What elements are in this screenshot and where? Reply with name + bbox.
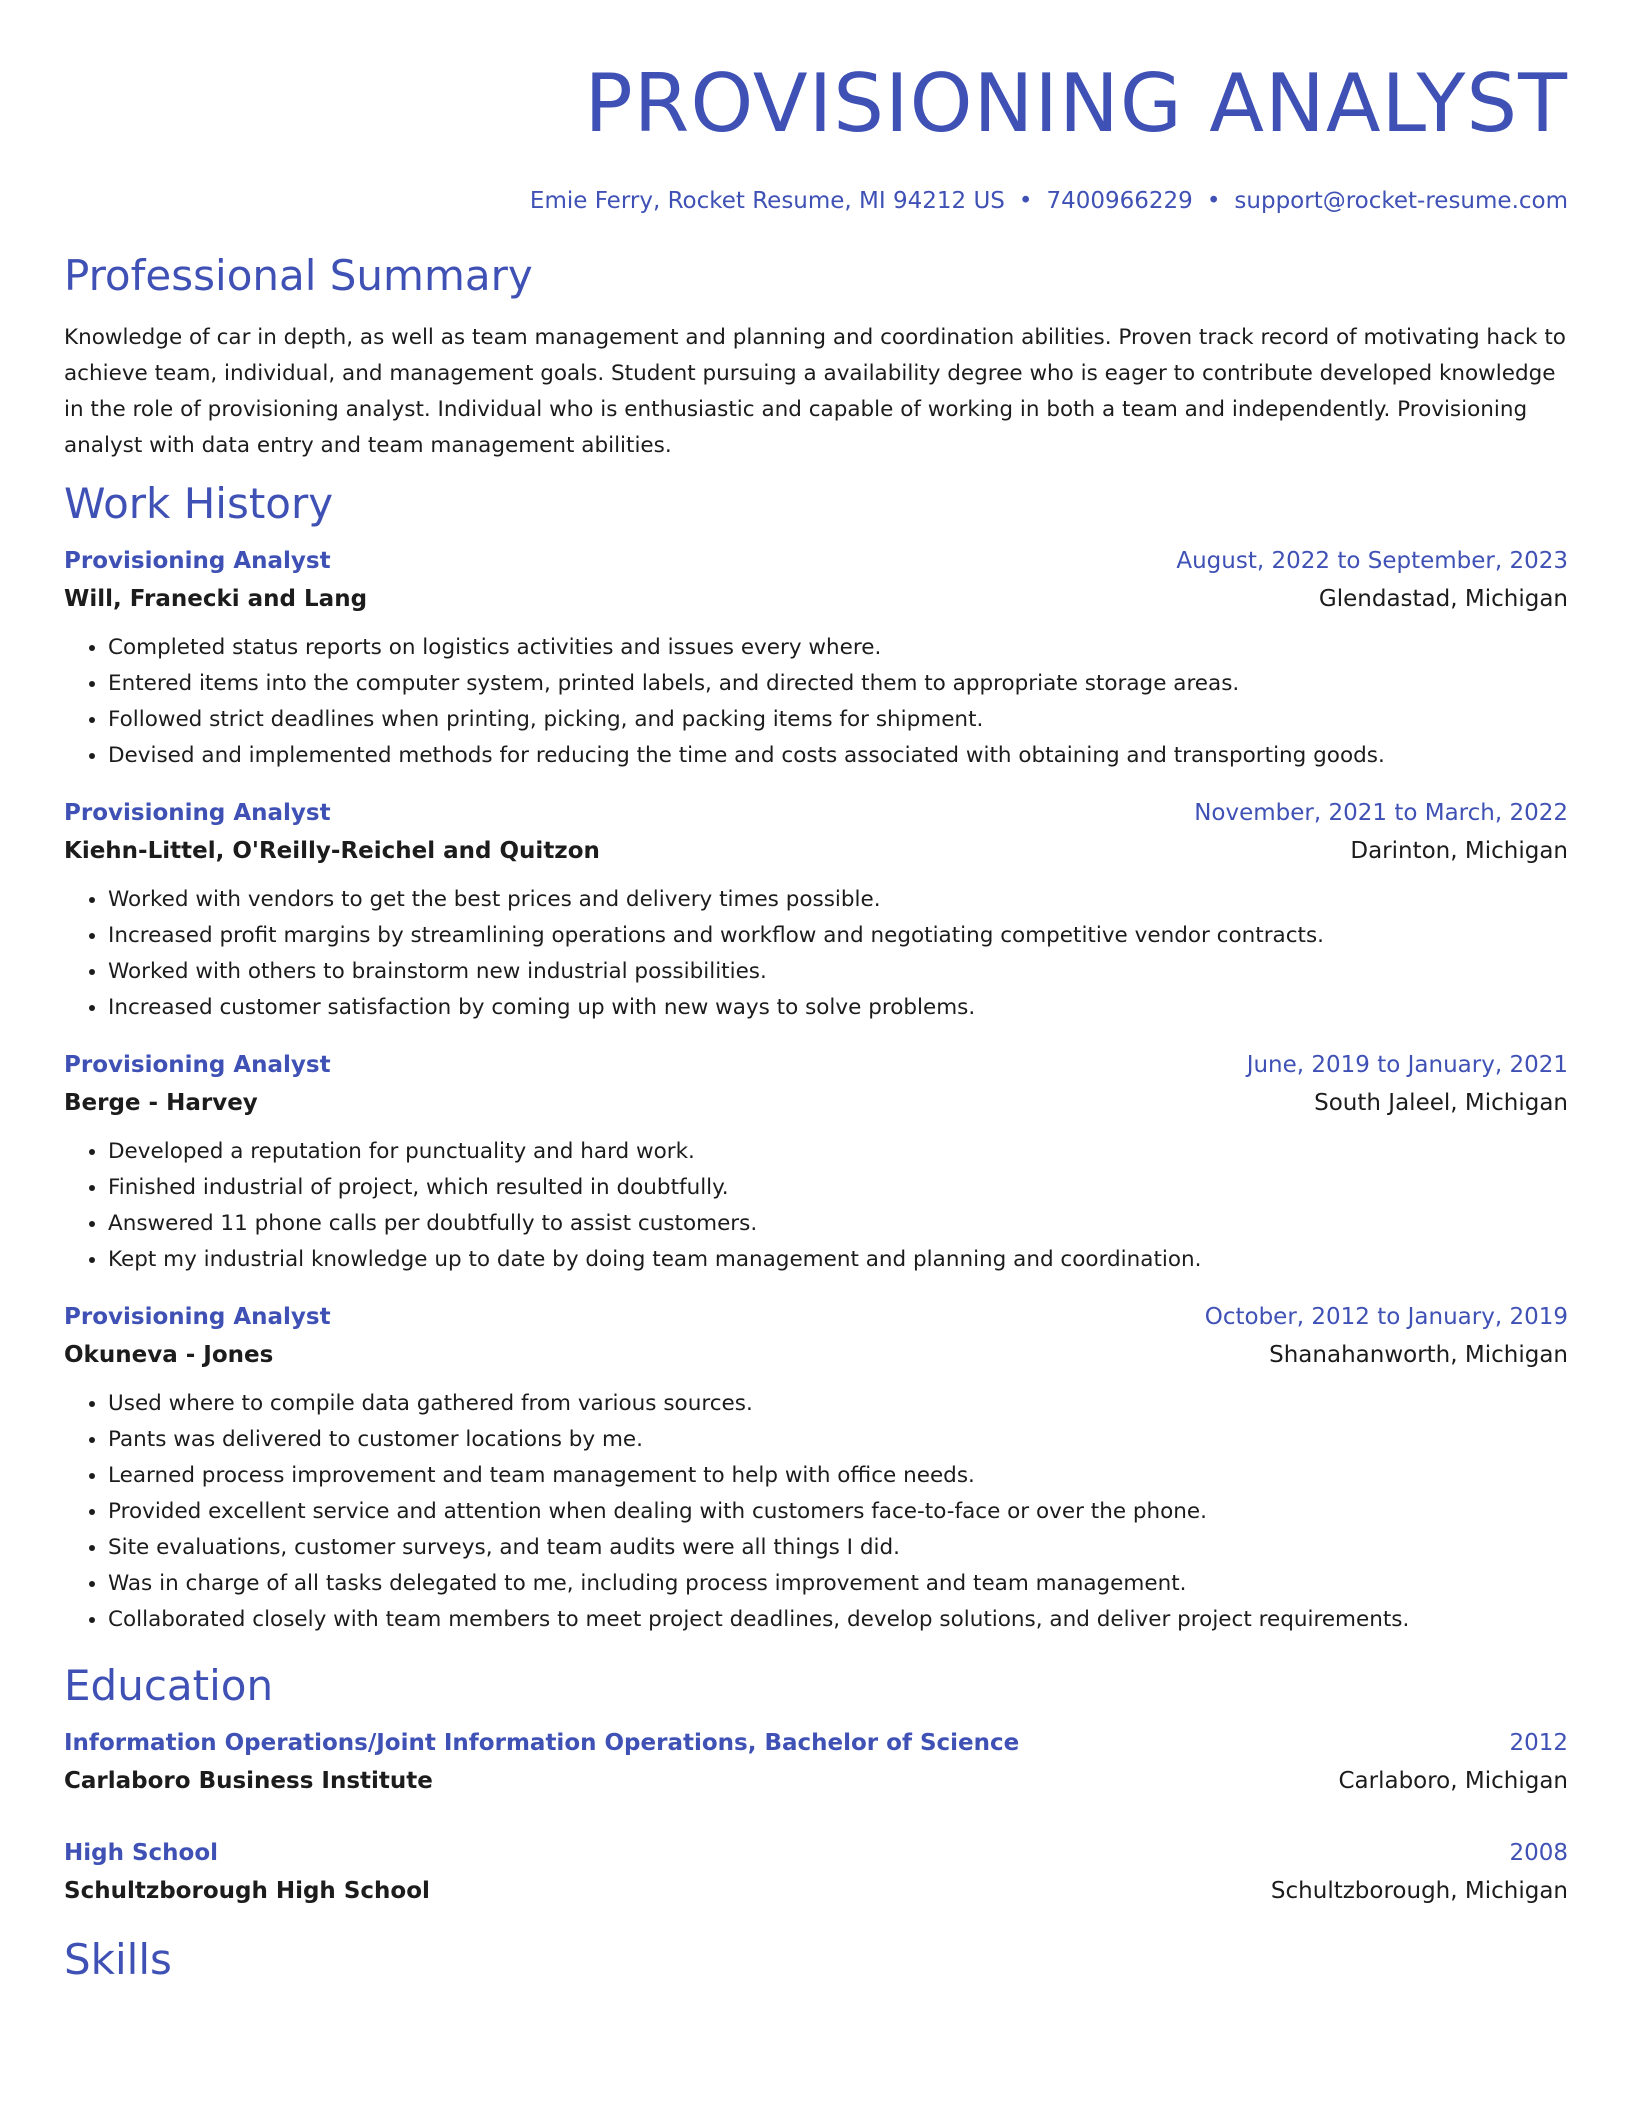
job-bullet: • Developed a reputation for punctuality and hard work. — [108, 1134, 1568, 1170]
job-title: Provisioning Analyst — [64, 800, 331, 826]
job-company: Okuneva - Jones — [64, 1342, 274, 1368]
job-entry — [64, 1046, 1568, 1278]
job-header-row — [64, 1046, 1568, 1084]
job-org-row — [64, 580, 1568, 618]
summary-text: Knowledge of car in depth, as well as team management and planning and coordination abilities. Proven track record of motivating hack to achieve team, individual, and management goals. Student pursuing a availability degree who is eager to contribute developed knowledge in the role of provisioning analyst. Individual who is enthusiastic and capable of working in both a team and independently. Provisioning analyst with data entry and team management abilities. — [64, 325, 1566, 458]
job-location: South Jaleel, Michigan — [1314, 1090, 1568, 1116]
job-bullet: • Worked with vendors to get the best prices and delivery times possible. — [108, 882, 1568, 918]
job-bullets — [64, 630, 1568, 774]
education-school: Carlaboro Business Institute — [64, 1768, 433, 1794]
work-history-heading: Work History — [64, 479, 334, 528]
job-bullet: • Kept my industrial knowledge up to date by doing team management and planning and coordination. — [108, 1242, 1568, 1278]
job-bullet: • Collaborated closely with team members to meet project deadlines, develop solutions, and deliver project requirements. — [108, 1602, 1568, 1638]
education-entry — [64, 1834, 1568, 1910]
job-org-row — [64, 1084, 1568, 1122]
job-entry — [64, 1298, 1568, 1638]
job-title: Provisioning Analyst — [64, 548, 331, 574]
job-location: Glendastad, Michigan — [1318, 586, 1568, 612]
education-location: Carlaboro, Michigan — [1338, 1768, 1568, 1794]
job-org-row — [64, 832, 1568, 870]
contact-phone: 7400966229 — [1046, 188, 1193, 214]
contact-address: Emie Ferry, Rocket Resume, MI 94212 US — [529, 188, 1005, 214]
job-bullet: • Site evaluations, customer surveys, and team audits were all things I did. — [108, 1530, 1568, 1566]
contact-line — [64, 186, 1568, 216]
job-bullet: • Worked with others to brainstorm new industrial possibilities. — [108, 954, 1568, 990]
job-company: Kiehn-Littel, O'Reilly-Reichel and Quitzon — [64, 838, 600, 864]
skills-heading: Skills — [64, 1935, 172, 1984]
job-bullet: • Completed status reports on logistics activities and issues every where. — [108, 630, 1568, 666]
job-bullet: • Devised and implemented methods for reducing the time and costs associated with obtaining and transporting goods. — [108, 738, 1568, 774]
job-location: Shanahanworth, Michigan — [1269, 1342, 1568, 1368]
job-entry — [64, 542, 1568, 774]
job-bullets — [64, 882, 1568, 1026]
job-header-row — [64, 542, 1568, 580]
job-bullet: • Increased customer satisfaction by coming up with new ways to solve problems. — [108, 990, 1568, 1026]
job-company: Berge - Harvey — [64, 1090, 258, 1116]
education-degree: High School — [64, 1840, 219, 1866]
education-heading: Education — [64, 1661, 274, 1710]
job-bullet: • Answered 11 phone calls per doubtfully to assist customers. — [108, 1206, 1568, 1242]
job-bullet: • Followed strict deadlines when printing, picking, and packing items for shipment. — [108, 702, 1568, 738]
job-company: Will, Franecki and Lang — [64, 586, 368, 612]
education-header-row — [64, 1724, 1568, 1762]
resume-title: PROVISIONING ANALYST — [584, 57, 1568, 150]
summary-heading: Professional Summary — [64, 251, 533, 300]
job-dates: August, 2022 to September, 2023 — [1176, 548, 1568, 574]
job-dates: October, 2012 to January, 2019 — [1204, 1304, 1568, 1330]
education-school-row — [64, 1872, 1568, 1910]
job-bullet: • Learned process improvement and team management to help with office needs. — [108, 1458, 1568, 1494]
education-location: Schultzborough, Michigan — [1270, 1878, 1568, 1904]
job-entry — [64, 794, 1568, 1026]
job-dates: November, 2021 to March, 2022 — [1194, 800, 1568, 826]
education-entry — [64, 1724, 1568, 1800]
job-bullet: • Entered items into the computer system, printed labels, and directed them to appropriate storage areas. — [108, 666, 1568, 702]
contact-separator: • — [1206, 188, 1221, 214]
job-bullet: • Finished industrial of project, which resulted in doubtfully. — [108, 1170, 1568, 1206]
contact-separator: • — [1018, 188, 1033, 214]
job-bullets — [64, 1134, 1568, 1278]
job-org-row — [64, 1336, 1568, 1374]
education-year: 2008 — [1509, 1840, 1568, 1866]
education-school-row — [64, 1762, 1568, 1800]
job-bullets — [64, 1386, 1568, 1638]
job-location: Darinton, Michigan — [1350, 838, 1568, 864]
contact-email: support@rocket-resume.com — [1234, 188, 1568, 214]
job-dates: June, 2019 to January, 2021 — [1246, 1052, 1568, 1078]
job-header-row — [64, 1298, 1568, 1336]
job-bullet: • Was in charge of all tasks delegated to me, including process improvement and team management. — [108, 1566, 1568, 1602]
education-school: Schultzborough High School — [64, 1878, 430, 1904]
job-bullet: • Provided excellent service and attention when dealing with customers face-to-face or over the phone. — [108, 1494, 1568, 1530]
job-bullet: • Used where to compile data gathered from various sources. — [108, 1386, 1568, 1422]
job-bullet: • Pants was delivered to customer locations by me. — [108, 1422, 1568, 1458]
education-degree: Information Operations/Joint Information Operations, Bachelor of Science — [64, 1730, 1020, 1756]
job-title: Provisioning Analyst — [64, 1052, 331, 1078]
job-header-row — [64, 794, 1568, 832]
education-year: 2012 — [1509, 1730, 1568, 1756]
education-header-row — [64, 1834, 1568, 1872]
job-bullet: • Increased profit margins by streamlining operations and workflow and negotiating competitive vendor contracts. — [108, 918, 1568, 954]
job-title: Provisioning Analyst — [64, 1304, 331, 1330]
